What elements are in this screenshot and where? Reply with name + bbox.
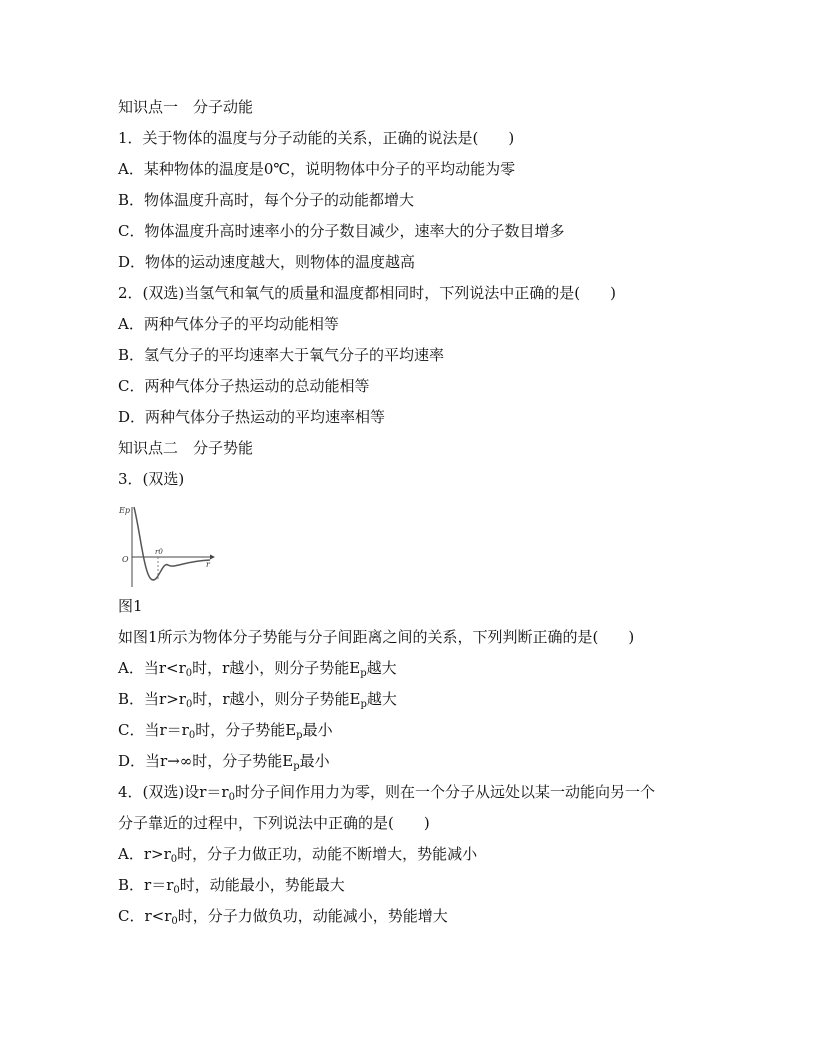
x-axis-arrow	[210, 555, 215, 560]
question-2-option-d: D．两种气体分子热运动的平均速率相等	[118, 408, 386, 426]
question-2-option-c: C．两种气体分子热运动的总动能相等	[118, 377, 370, 395]
question-1	[118, 123, 718, 278]
question-4-option-b	[118, 870, 718, 901]
question-4-stem-end: 时分子间作用力为零，则在一个分子从远处以某一动能向另一个	[234, 783, 655, 801]
option-c-text-end: 最小	[302, 721, 333, 739]
y-axis-label: Ep	[119, 506, 130, 515]
figure-caption: 图1	[118, 597, 143, 615]
r0-subscript: 0	[228, 792, 235, 803]
question-4-stem-start: 4．(双选)设r＝r	[118, 783, 229, 801]
worksheet-page	[118, 92, 718, 932]
option-b-text: B．r＝r	[118, 876, 174, 894]
r0-subscript: 0	[185, 668, 193, 679]
question-1-option-b: B．物体温度升高时，每个分子的动能都增大	[118, 191, 415, 209]
question-3-option-c	[118, 715, 718, 746]
option-d-text-end: 最小	[299, 752, 330, 770]
question-4	[118, 777, 718, 932]
question-3	[118, 464, 718, 777]
option-a-text-end: 时，分子力做正功，动能不断增大，势能减小	[177, 845, 478, 863]
r0-subscript: 0	[173, 885, 180, 896]
r0-subscript: 0	[171, 916, 178, 927]
section-heading-potential-energy: 知识点二 分子势能	[118, 439, 254, 457]
potential-energy-curve	[134, 507, 210, 580]
ep-subscript: p	[360, 668, 367, 679]
option-d-text: D．当r→∞时，分子势能E	[118, 752, 294, 770]
question-4-option-a	[118, 839, 718, 870]
potential-energy-figure	[118, 495, 718, 591]
section-heading-kinetic-energy: 知识点一 分子动能	[118, 98, 254, 116]
question-3-stem: 如图1所示为物体分子势能与分子间距离之间的关系，下列判断正确的是( )	[118, 628, 635, 646]
option-a-text: A．r>r	[118, 845, 171, 863]
r0-subscript: 0	[170, 854, 178, 865]
option-c-text: C．r<r	[118, 907, 172, 925]
question-2-stem: 2．(双选)当氢气和氧气的质量和温度都相同时，下列说法中正确的是( )	[118, 284, 616, 302]
option-c-text-mid: 时，分子势能E	[195, 721, 297, 739]
question-1-stem: 1．关于物体的温度与分子动能的关系，正确的说法是( )	[118, 129, 515, 147]
question-3-option-d	[118, 746, 718, 777]
r0-subscript: 0	[185, 699, 193, 710]
question-4-stem-line-1	[118, 777, 718, 808]
question-2-option-b: B．氢气分子的平均速率大于氧气分子的平均速率	[118, 346, 445, 364]
ep-subscript: p	[360, 699, 367, 710]
question-1-option-c: C．物体温度升高时速率小的分子数目减少，速率大的分子数目增多	[118, 222, 565, 240]
option-b-text: B．当r>r	[118, 690, 186, 708]
option-a-text: A．当r<r	[118, 659, 186, 677]
question-1-option-d: D．物体的运动速度越大，则物体的温度越高	[118, 253, 416, 271]
question-4-stem-line-2: 分子靠近的过程中，下列说法中正确的是( )	[118, 814, 430, 832]
option-c-text-end: 时，分子力做负功，动能减小，势能增大	[177, 907, 448, 925]
question-3-number: 3．(双选)	[118, 470, 185, 488]
option-b-text-end: 时，动能最小，势能最大	[179, 876, 345, 894]
question-4-option-c	[118, 901, 718, 932]
ep-subscript: p	[296, 730, 303, 741]
r0-subscript: 0	[188, 730, 196, 741]
question-2-option-a: A．两种气体分子的平均动能相等	[118, 315, 339, 333]
potential-energy-graph	[118, 501, 218, 591]
option-b-text-mid: 时，r越小，则分子势能E	[192, 690, 361, 708]
option-a-text-end: 越大	[366, 659, 397, 677]
option-b-text-end: 越大	[366, 690, 397, 708]
question-1-option-a: A．某种物体的温度是0℃，说明物体中分子的平均动能为零	[118, 160, 516, 178]
origin-label: O	[122, 555, 129, 564]
option-a-text-mid: 时，r越小，则分子势能E	[192, 659, 361, 677]
question-3-option-a	[118, 653, 718, 684]
option-c-text: C．当r＝r	[118, 721, 189, 739]
question-3-option-b	[118, 684, 718, 715]
ep-subscript: p	[293, 761, 300, 772]
question-2	[118, 278, 718, 433]
r0-label: r0	[155, 548, 163, 556]
x-axis-label: r	[206, 560, 210, 569]
